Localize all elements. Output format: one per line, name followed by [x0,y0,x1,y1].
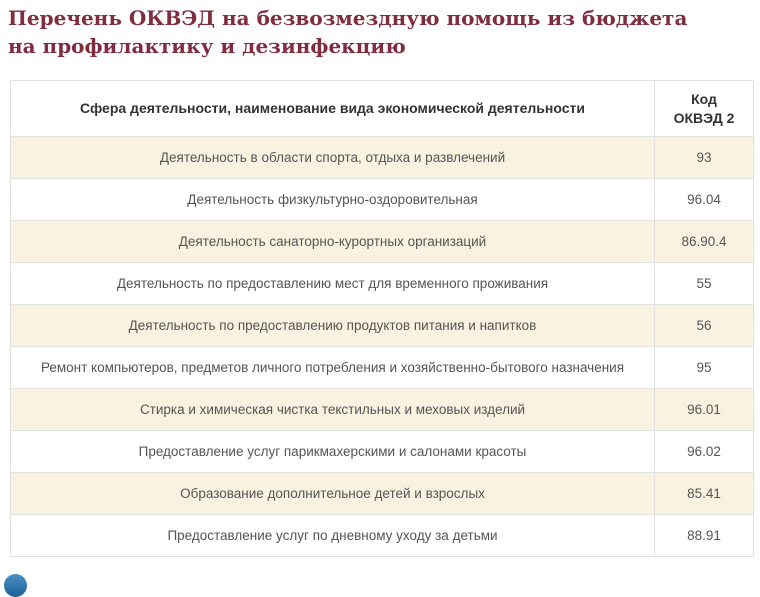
table-header-row [11,81,754,137]
activity-cell: Стирка и химическая чистка текстильных и меховых изделий [11,389,655,431]
activity-cell: Деятельность по предоставлению продуктов питания и напитков [11,305,655,347]
code-cell: 93 [655,137,754,179]
activity-column-header: Сфера деятельности, наименование вида экономической деятельности [11,81,655,137]
code-cell: 96.04 [655,179,754,221]
activity-cell: Предоставление услуг парикмахерскими и салонами красоты [11,431,655,473]
floating-widget-button[interactable] [4,574,27,597]
table-row [11,221,754,263]
table-row [11,389,754,431]
code-column-header: Код ОКВЭД 2 [655,81,754,137]
activity-cell: Деятельность в области спорта, отдыха и развлечений [11,137,655,179]
code-cell: 86.90.4 [655,221,754,263]
activity-cell: Образование дополнительное детей и взрослых [11,473,655,515]
code-cell: 96.01 [655,389,754,431]
okved-table-body [11,137,754,557]
table-row [11,179,754,221]
code-cell: 55 [655,263,754,305]
activity-cell: Деятельность физкультурно-оздоровительная [11,179,655,221]
code-cell: 85.41 [655,473,754,515]
activity-cell: Предоставление услуг по дневному уходу за детьми [11,515,655,557]
okved-table [10,80,754,557]
table-row [11,137,754,179]
activity-cell: Ремонт компьютеров, предметов личного потребления и хозяйственно-бытового назначения [11,347,655,389]
code-cell: 88.91 [655,515,754,557]
table-row [11,347,754,389]
activity-cell: Деятельность санаторно-курортных организаций [11,221,655,263]
page-title: Перечень ОКВЭД на безвозмездную помощь из бюджета на профилактику и дезинфекцию [8,6,688,58]
table-row [11,431,754,473]
table-row [11,305,754,347]
code-cell: 96.02 [655,431,754,473]
activity-cell: Деятельность по предоставлению мест для временного проживания [11,263,655,305]
table-row [11,473,754,515]
code-cell: 95 [655,347,754,389]
table-row [11,515,754,557]
code-cell: 56 [655,305,754,347]
table-row [11,263,754,305]
